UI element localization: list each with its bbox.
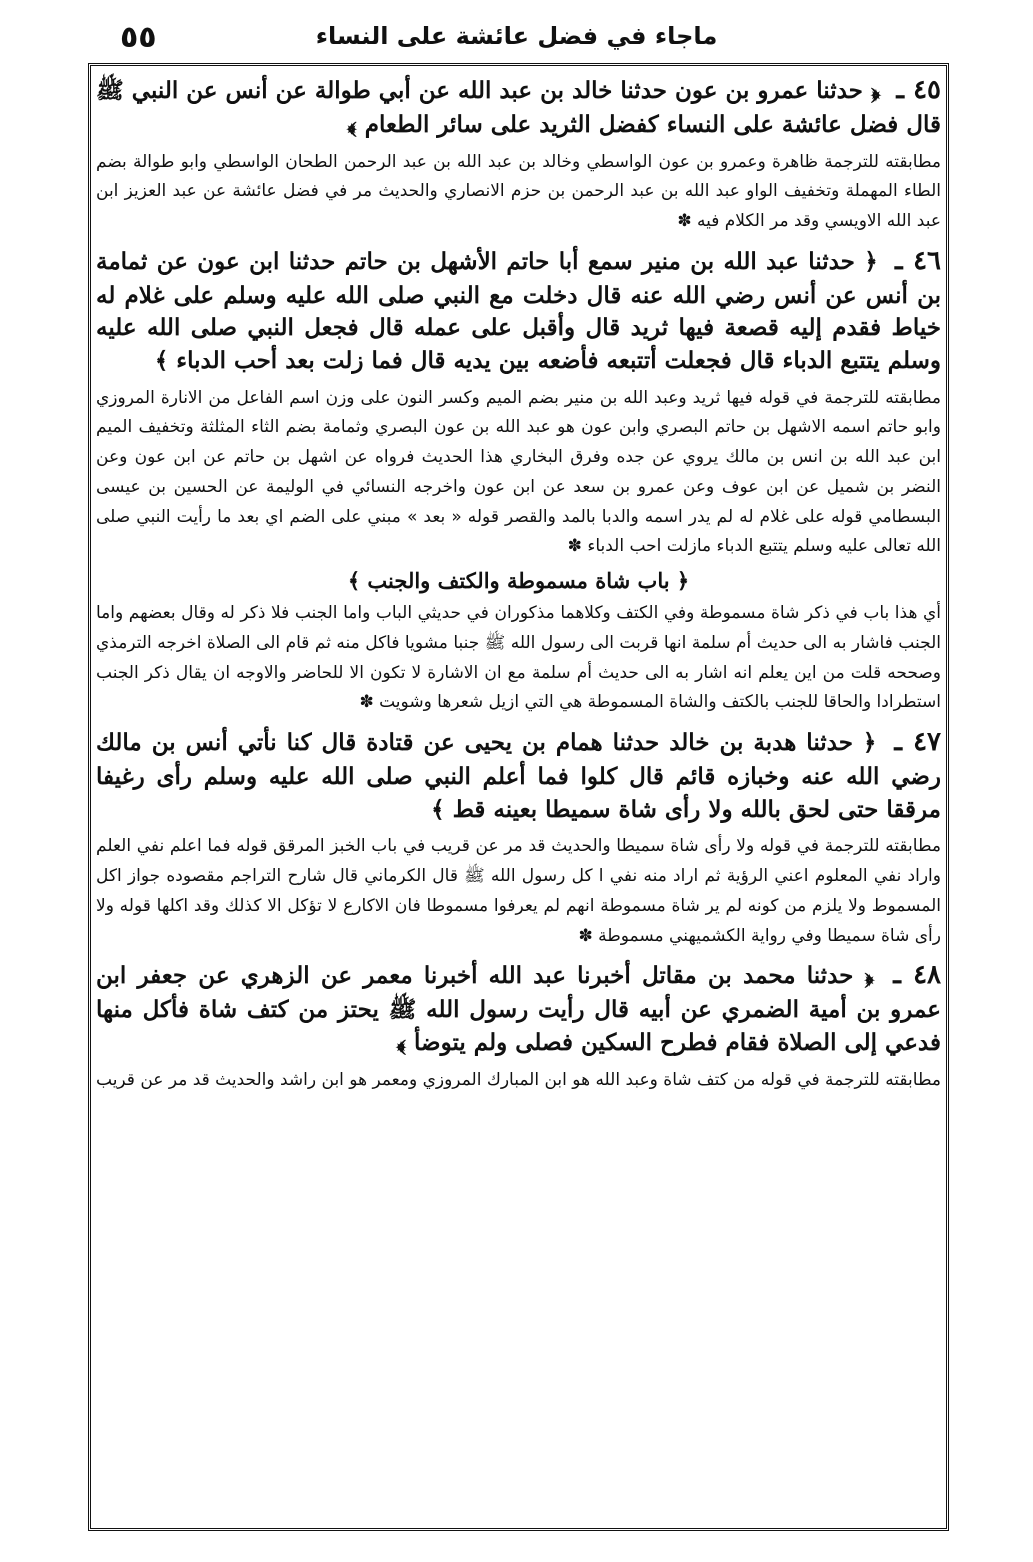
- hadith-text: ﴿ حدثنا عمرو بن عون حدثنا خالد بن عبد الله عن أبي طوالة عن أنس عن النبي ﷺ قال فضل عائشة على النساء كفضل الثريد على سائر الطعام ﴾: [96, 77, 941, 138]
- hadith-47: [96, 724, 941, 826]
- commentary-45: مطابقته للترجمة ظاهرة وعمرو بن عون الواسطي وخالد بن عبد الله بن عبد الرحمن الطحان الواسطي وابو طوالة بضم الطاء المهملة وتخفيف الواو عبد الله بن عبد الرحمن بن حزم الانصاري والحديث مر في فضل عائشة عن عبد العزيز ابن عبد الله الاويسي وقد مر الكلام فيه ✽: [96, 151, 941, 232]
- hadith-number: ٤٦ ـ: [895, 245, 941, 276]
- chapter-heading: ﴿ باب شاة مسموطة والكتف والجنب ﴾: [347, 568, 690, 594]
- hadith-45: [96, 72, 941, 142]
- page-header: [60, 12, 973, 55]
- chapter-commentary: أي هذا باب في ذكر شاة مسموطة وفي الكتف وكلاهما مذكوران في حديثي الباب واما الجنب فلا ذكر له وقال بعضهم واما الجنب فاشار به الى حديث أم سلمة انها قربت الى رسول الله ﷺ جنبا مشويا فاكل منه ثم قام الى الصلاة اخرجه الترمذي وصححه قلت من اين يعلم انه اشار به الى حديث أم سلمة مع ان الاشارة لا تكون الا للحاضر والاوجه ان يقال ذكر الجنب استطرادا والحاقا للجنب بالكتف والشاة المسموطة هي التي ازيل شعرها وشويت ✽: [96, 603, 941, 713]
- running-title: ماجاء في فضل عائشة على النساء: [315, 22, 718, 50]
- hadith-text: ﴿ حدثنا محمد بن مقاتل أخبرنا عبد الله أخبرنا معمر عن الزهري عن جعفر ابن عمرو بن أمية الضمري عن أبيه قال رأيت رسول الله ﷺ يحتز من كتف شاة فأكل منها فدعي إلى الصلاة فقام فطرح السكين فصلى ولم يتوضأ ﴾: [96, 962, 941, 1056]
- hadith-46: [96, 243, 941, 378]
- hadith-text: ﴿ حدثنا عبد الله بن منير سمع أبا حاتم الأشهل بن حاتم حدثنا ابن عون عن ثمامة بن أنس عن أنس رضي الله عنه قال دخلت مع النبي صلى الله عليه وسلم على غلام له خياط فقدم إليه قصعة فيها ثريد قال وأقبل على عمله قال فجعل النبي صلى الله عليه وسلم يتتبع الدباء قال فجعلت أتتبعه فأضعه بين يديه قال فما زلت بعد أحب الدباء ﴾: [96, 247, 941, 375]
- hadith-text: ﴿ حدثنا هدبة بن خالد حدثنا همام بن يحيى عن قتادة قال كنا نأتي أنس بن مالك رضي الله عنه وخبازه قائم قال كلوا فما أعلم النبي صلى الله عليه وسلم رأى رغيفا مرققا حتى لحق بالله ولا رأى شاة سميطا بعينه قط ﴾: [96, 729, 941, 823]
- page-content: [96, 72, 941, 1522]
- hadith-number: ٤٥ ـ: [896, 75, 941, 105]
- hadith-48: [96, 957, 941, 1059]
- hadith-number: ٤٧ ـ: [894, 727, 941, 758]
- commentary-47: مطابقته للترجمة في قوله ولا رأى شاة سميطا والحديث قد مر عن قريب في باب الخبز المرقق قوله فما اعلم نفي العلم واراد نفي المعلوم اعني الرؤية ثم اراد منه نفي ا كل رسول الله ﷺ قال الكرماني قال شارح التراجم مقصوده جواز اكل المسموط ولا يلزم من كونه لم ير شاة مسموطة انهم لم يعرفوا مسموطا فان الاكارع لا تؤكل الا كذلك وقد اكلها قوله ولا رأى شاة سميطا وفي رواية الكشميهني مسموطة ✽: [96, 836, 941, 946]
- page-number: ٥٥: [120, 20, 157, 55]
- commentary-48: مطابقته للترجمة في قوله من كتف شاة وعبد الله هو ابن المبارك المروزي ومعمر هو ابن راشد والحديث قد مر عن قريب: [96, 1069, 941, 1090]
- hadith-number: ٤٨ ـ: [893, 960, 941, 991]
- commentary-46: مطابقته للترجمة في قوله فيها ثريد وعبد الله بن منير بضم الميم وكسر النون على وزن اسم الفاعل من الانارة المروزي وابو حاتم اسمه الاشهل بن حاتم البصري وابن عون هو عبد الله بن عون البصري وثمامة بضم الثاء المثلثة وتخفيف الميم ابن عبد الله بن انس بن مالك يروي عن جده وفرق البخاري هذا الحديث فرواه عن اشهل بن حاتم عن ابن عون وعن النضر بن شميل عن ابن عوف وعن عمرو بن سعد عن ابن عون واخرجه النسائي في الوليمة عن الحسين بن عيسى البسطامي قوله على غلام له لم يدر اسمه والدبا بالمد والقصر قوله « بعد » مبني على الضم اي بعد ما رأيت النبي صلى الله تعالى عليه وسلم يتتبع الدباء مازلت احب الدباء ✽: [96, 387, 941, 557]
